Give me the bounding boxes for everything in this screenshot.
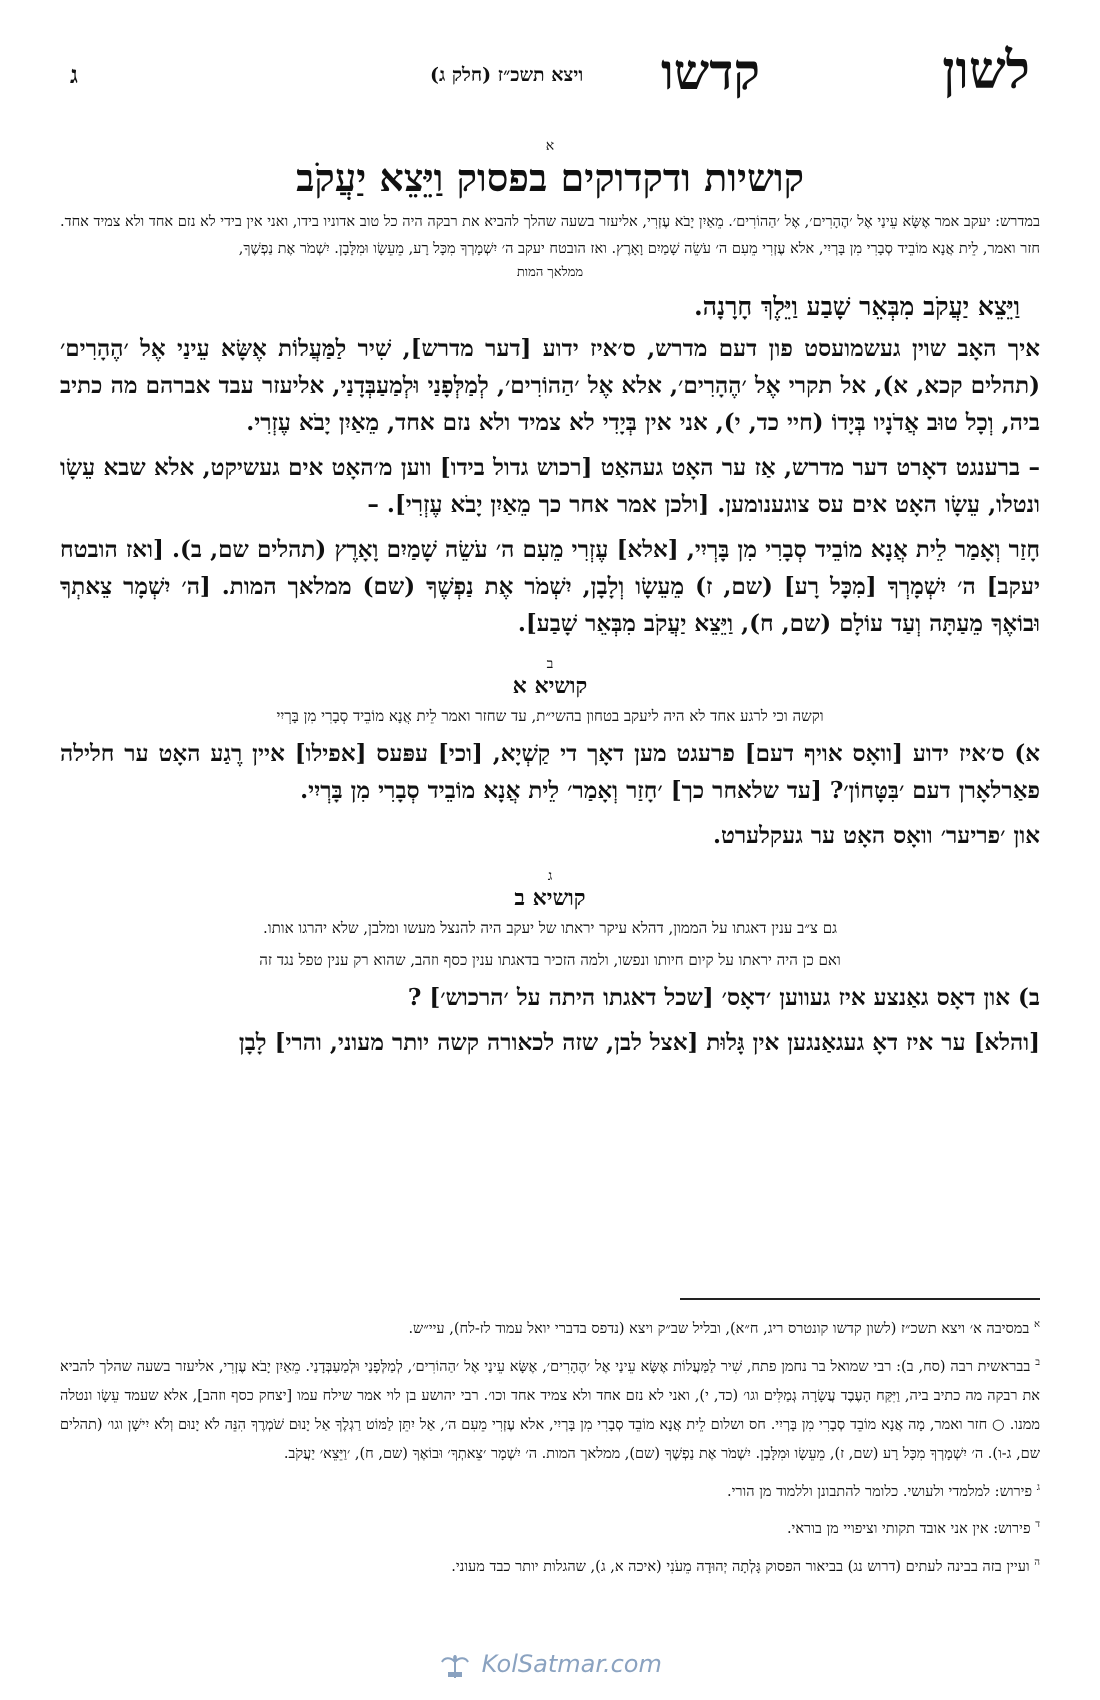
footnote-text: פירוש: למלמדי ולעושי. כלומר להתבונן וללמוד מן הורי. <box>727 1483 1033 1500</box>
question-intro: וקשה וכי לרגע אחד לא היה ליעקב בטחון בהשי״ת, עד שחזר ואמר לֵית אֲנָא מוֹבֵיד סְבָרִי מִן בָּרְיִי <box>276 707 824 725</box>
section-b <box>60 656 1040 854</box>
footnote-mark: ד <box>1035 1519 1040 1531</box>
footnote <box>60 1348 1040 1469</box>
page-number: ג <box>70 60 78 89</box>
section-a <box>60 138 1040 642</box>
section-letter: ג <box>547 868 553 884</box>
footnote <box>60 1548 1040 1582</box>
body-paragraph: און ׳פריער׳ וואָס האָט ער געקלערט. <box>712 822 1040 849</box>
footnote-mark: ה <box>1034 1557 1040 1569</box>
footnote-mark: א <box>1033 1319 1040 1330</box>
main-content <box>60 138 1040 1069</box>
footnote-mark: ג <box>1036 1481 1040 1493</box>
footnote <box>60 1473 1040 1507</box>
question-intro: ואם כן היה יראתו על קיום חיותו ונפשו, ולמה הזכיר בדאגתו ענין כסף וזהב, שהוא רק ענין טפל נגד זה <box>259 951 841 969</box>
footnote <box>60 1310 1040 1344</box>
body-paragraph: [והלא] ער איז דאָ געגאַנגען אין גָּלוּת [אצל לבן, שזה לכאורה קשה יותר מעוני, והרי] לָבָן <box>238 1029 1040 1056</box>
footnote-text: בבראשית רבה (סח, ב): רבי שמואל בר נחמן פתח, שִׁיר לַמַּעֲלוֹת אֶשָּׂא עֵינַי אֶל ׳הֶהָרִים׳, אֶשָּׂא עֵינַי אֶל ׳הַהוֹרִים׳, לְמַלְּפָנַי וּלְמַעַבְּדָנַי. מֵאַיִן יָבֹא עֶזְרִי, אליעזר בשעה שהלך להביא את רבקה מה כתיב ביה, וַיִּקַּח הָעֶבֶד עֲשָׂרָה גְמַלִּים וגו׳ (כד, י), ואני לא נזם אחד ולא צמיד אחד וכו׳. רבי יהושע בן לוי אמר שילח עמו [יצחק כסף וזהב], אלא שעמד עֵשָׂו ונטלה ממנו. ○ חזר ואמר, מָה אֲנָא מוֹבֵד סְבָרִי מִן בָּרְיִי. חס ושלום לֵית אֲנָא מוֹבֵד סְבָרִי מִן בָּרְיִי, אלא עֶזְרִי מֵעִם ה׳, אַל יִתֵּן לַמּוֹט רַגְלֶךָ אַל יָנוּם שֹׁמְרֶךָ הִנֵּה לֹא יָנוּם וְלֹא יִישָׁן וגו׳ (תהלים שם, ג-ו). ה׳ יִשְׁמָרְךָ מִכָּל רָע (שם, ז), מֵעֵשָׂו וּמִלָּבָן. יִשְׁמֹר אֶת נַפְשֶׁךָ (שם), ממלאך המות. ה׳ יִשְׁמָר ׳צֵאתְךָ׳ וּבוֹאֶךָ (שם, ח), ׳וַיֵּצֵא׳ יַעֲקֹב. <box>60 1358 1040 1462</box>
page-title: קושיות ודקדוקים בפסוק וַיֵּצֵא יַעֲקֹב <box>296 155 804 200</box>
section-title: קושיא א <box>512 673 588 699</box>
watermark <box>440 1650 662 1678</box>
footnote-text: פירוש: אין אני אובד תקותי וציפויי מן בוראי. <box>786 1521 1031 1538</box>
watermark-text: KolSatmar.com <box>481 1650 662 1678</box>
footnote-text: ועיין בזה בבינה לעתים (דרוש נג) בביאור הפסוק גָּלְתָה יְהוּדָה מֵעֹנִי (איכה א, ג), שהגלות יותר כבד מעוני. <box>451 1559 1030 1576</box>
palm-tree-icon <box>440 1652 470 1678</box>
footnote-divider <box>680 1298 1040 1300</box>
section-letter: ב <box>546 656 554 672</box>
body-paragraph: – ברענגט דאָרט דער מדרש, אַז ער האָט געהאַט [רכוש גדול בידו] ווען מ׳האָט אים געשיקט, אלא שבא עֵשָׂו ונטלו, עֵשָׂו האָט אים עס צוגענומען. [ולכן אמר אחר כך מֵאַיִן יָבֹא עֶזְרִי]. – <box>60 454 1040 518</box>
pasuk-heading: וַיֵּצֵא יַעֲקֹב מִבְּאֵר שָׁבַע וַיֵּלֶךְ חָרָנָה. <box>693 292 1020 321</box>
section-letter: א <box>545 138 555 154</box>
midrash-text: במדרש: יעקב אמר אֶשָּׂא עֵינַי אֶל ׳הֶהָרִים׳, אֶל ׳הַהוֹרִים׳. מֵאַיִן יָבֹא עֶזְרִי, אליעזר בשעה שהלך להביא את רבקה היה כל טוב אדוניו בידו, ואני אין בידי לא נזם אחד ולא צמיד אחד. חזר ואמר, לֵית אֲנָא מוֹבֵיד סְבָרִי מִן בָּרְיִי, אלא עֶזְרִי מֵעִם ה׳ עֹשֵׂה שָׁמַיִם וָאָרֶץ. ואז הובטח יעקב ה׳ יִשְׁמָרְךָ מִכָּל רָע, מֵעֵשָׂו וּמִלָּבָן. יִשְׁמֹר אֶת נַפְשֶׁךָ, <box>60 214 1040 257</box>
midrash-summary <box>60 209 1040 286</box>
body-paragraph: ב) און דאָס גאַנצע איז געווען ׳דאָס׳ [שכל דאגתו היתה על ׳הרכוש׳] ? <box>407 984 1040 1011</box>
body-paragraph: חָזַר וְאָמַר לֵית אֲנָא מוֹבֵיד סְבָרִי מִן בָּרְיִי, [אלא] עֶזְרִי מֵעִם ה׳ עֹשֵׂה שָׁמַיִם וָאָרֶץ (תהלים שם, ב). [ואז הובטח יעקב] ה׳ יִשְׁמָרְךָ [מִכָּל רָע] (שם, ז) מֵעֵשָׂו וְלָבָן, יִשְׁמֹר אֶת נַפְשֶׁךָ (שם) ממלאך המות. [ה׳ יִשְׁמָר צֵאתְךָ וּבוֹאֶךָ מֵעַתָּה וְעַד עוֹלָם (שם, ח), וַיֵּצֵא יַעֲקֹב מִבְּאֵר שָׁבַע]. <box>60 536 1040 637</box>
section-title: קושיא ב <box>514 885 586 911</box>
header-running-title: ויצא תשכ״ז (חלק ג) <box>430 64 584 86</box>
running-header <box>70 40 1030 110</box>
footnote <box>60 1510 1040 1544</box>
header-brand-word-1: לשון <box>942 40 1030 101</box>
question-intro: גם צ״ב ענין דאגתו על הממון, דהלא עיקר יראתו של יעקב היה להנצל מעשו ומלבן, שלא יהרגו אותו. <box>263 919 837 937</box>
footnote-mark: ב <box>1035 1356 1041 1368</box>
body-paragraph: א) ס׳איז ידוע [וואָס אויף דעם] פרעגט מען דאָך די קַשְׁיָא, [וכי] עפּעס [אפילו] איין רֶגַע האָט ער חלילה פאַרלאָרן דעם ׳בִּטָּחוֹן׳? [עד שלאחר כך] ׳חָזַר וְאָמַר׳ לֵית אֲנָא מוֹבֵיד סְבָרִי מִן בָּרְיִי. <box>60 740 1040 804</box>
footnote-text: במסיבה א׳ ויצא תשכ״ז (לשון קדשו קונטרס ריג, ח״א), ובליל שב״ק ויצא (נדפס בדברי יואל עמוד לז-לח), עיי״ש. <box>408 1320 1030 1337</box>
section-c <box>60 868 1040 1061</box>
header-brand-word-2: קדשו <box>661 42 760 101</box>
midrash-tail: ממלאך המות <box>516 265 584 280</box>
body-paragraph: איך האָב שוין געשמועסט פון דעם מדרש, ס׳איז ידוע [דער מדרש], שִׁיר לַמַּעֲלוֹת אֶשָּׂא עֵינַי אֶל ׳הֶהָרִים׳ (תהלים קכא, א), אל תקרי אֶל ׳הֶהָרִים׳, אלא אֶל ׳הַהוֹרִים׳, לְמַלְּפָנַי וּלְמַעַבְּדָנַי, אליעזר עבד אברהם מה כתיב ביה, וְכָל טוּב אֲדֹנָיו בְּיָדוֹ (חיי כד, י), אני אין בְּיָדִי לא צמיד ולא נזם אחד, מֵאַיִן יָבֹא עֶזְרִי. <box>60 335 1040 436</box>
footnotes <box>60 1298 1040 1586</box>
